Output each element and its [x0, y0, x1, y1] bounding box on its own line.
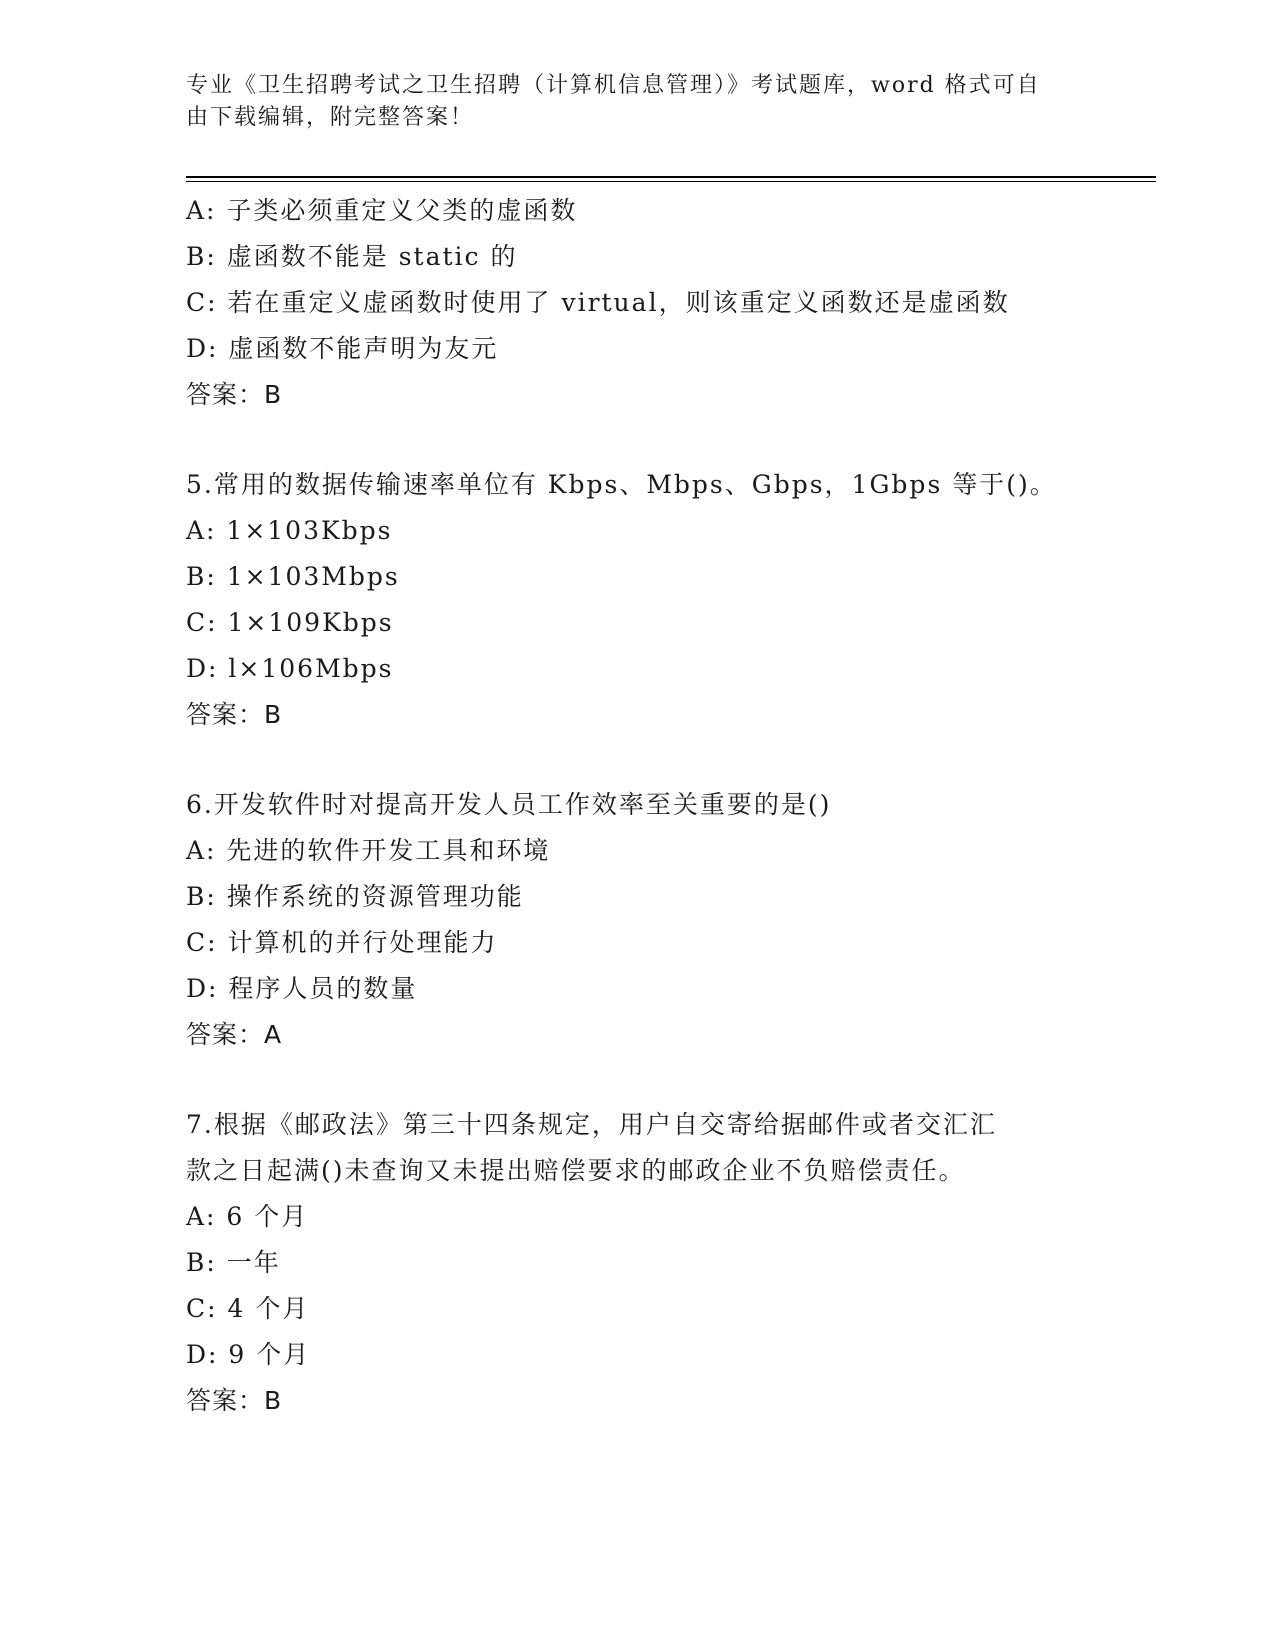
option-a: A: 6 个月	[186, 1202, 309, 1231]
spacer	[186, 418, 1146, 462]
option-d: D: l×106Mbps	[186, 654, 394, 683]
question-7	[186, 1102, 1146, 1424]
option-a: A: 先进的软件开发工具和环境	[186, 836, 551, 865]
header-divider-thin	[186, 181, 1156, 182]
question-text-line-1: 7.根据《邮政法》第三十四条规定，用户自交寄给据邮件或者交汇汇	[186, 1110, 997, 1139]
document-header	[186, 70, 1066, 134]
question-text: 6.开发软件时对提高开发人员工作效率至关重要的是()	[186, 790, 832, 819]
question-5	[186, 462, 1146, 738]
header-line-2: 由下载编辑，附完整答案！	[186, 105, 475, 130]
option-b: B: 操作系统的资源管理功能	[186, 882, 524, 911]
option-a: A: 1×103Kbps	[186, 516, 393, 545]
option-c: C: 若在重定义虚函数时使用了 virtual，则该重定义函数还是虚函数	[186, 288, 1010, 317]
question-text-line-2: 款之日起满()未查询又未提出赔偿要求的邮政企业不负赔偿责任。	[186, 1156, 966, 1185]
header-divider-thick	[186, 176, 1156, 178]
option-b: B: 1×103Mbps	[186, 562, 400, 591]
spacer	[186, 738, 1146, 782]
answer: 答案：B	[186, 380, 283, 409]
answer: 答案：B	[186, 1386, 283, 1415]
option-b: B: 虚函数不能是 static 的	[186, 242, 518, 271]
option-d: D: 虚函数不能声明为友元	[186, 334, 499, 363]
question-list	[186, 188, 1146, 1424]
header-line-1: 专业《卫生招聘考试之卫生招聘（计算机信息管理）》考试题库，word 格式可自	[186, 73, 1041, 98]
option-c: C: 1×109Kbps	[186, 608, 394, 637]
question-6	[186, 782, 1146, 1058]
answer: 答案：A	[186, 1020, 283, 1049]
spacer	[186, 1058, 1146, 1102]
option-a: A: 子类必须重定义父类的虚函数	[186, 196, 578, 225]
option-c: C: 计算机的并行处理能力	[186, 928, 498, 957]
option-b: B: 一年	[186, 1248, 281, 1277]
question-4	[186, 188, 1146, 418]
option-d: D: 9 个月	[186, 1340, 311, 1369]
option-c: C: 4 个月	[186, 1294, 310, 1323]
answer: 答案：B	[186, 700, 283, 729]
option-d: D: 程序人员的数量	[186, 974, 418, 1003]
question-text: 5.常用的数据传输速率单位有 Kbps、Mbps、Gbps，1Gbps 等于()。	[186, 470, 1057, 499]
